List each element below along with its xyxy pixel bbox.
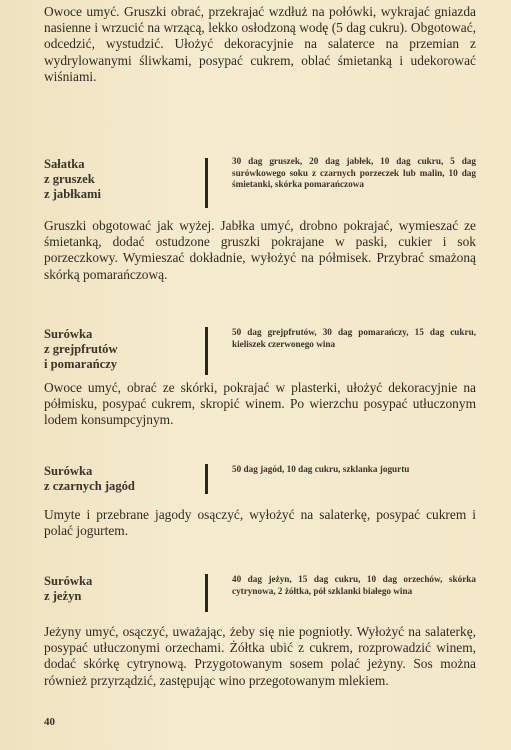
recipe-title-line: Surówka <box>44 464 93 478</box>
intro-paragraph: Owoce umyć. Gruszki obrać, przekrajać wzdłuż na połówki, wykrajać gniazda nasienne i wrzucić na wrzącą, lekko osłodzoną wodę (5 dag cukru). Obgotować, odcedzić, wystudzić. Ułożyć dekoracyjnie na salaterce na przemian z wydrylowanymi śliwkami, posypać cukrem, oblać śmietanką i udekorować wiśniami. <box>44 4 476 84</box>
ingredients-list: 50 dag grejpfrutów, 30 dag pomarańczy, 15 dag cukru, kieliszek czerwonego wina <box>232 327 476 349</box>
divider-bar <box>205 158 208 208</box>
recipe-title-line: z jeżyn <box>44 589 82 603</box>
divider-bar <box>205 464 208 494</box>
recipe-title-line: z gruszek <box>44 172 95 186</box>
recipe-title-line: Sałatka <box>44 157 85 171</box>
method-paragraph: Gruszki obgotować jak wyżej. Jabłka umyć, drobno pokrajać, wymieszać ze śmietanką, dodać ostudzone gruszki pokrajane w paski, cukier i sok porzeczkowy. Wymieszać dokładnie, wyłożyć na półmisek. Przybrać smażoną skórką pomarańczową. <box>44 218 476 282</box>
recipe-title-line: i pomarańczy <box>44 357 118 371</box>
recipe-title-pear-apple-salad <box>44 157 194 202</box>
method-paragraph: Umyte i przebrane jagody osączyć, wyłożyć na salaterkę, posypać cukrem i polać jogurtem. <box>44 507 476 539</box>
recipe-title-grapefruit-orange <box>44 327 194 372</box>
method-paragraph: Owoce umyć, obrać ze skórki, pokrajać w plasterki, ułożyć dekoracyjnie na półmisku, posypać cukrem, skropić winem. Po wierzchu posypać utłuczonym lodem konsumpcyjnym. <box>44 380 476 428</box>
divider-bar <box>205 327 208 375</box>
page-number: 40 <box>44 716 55 728</box>
recipe-title-line: Surówka <box>44 574 93 588</box>
method-paragraph: Jeżyny umyć, osączyć, uważając, żeby się nie pogniotły. Wyłożyć na salaterkę, posypać utłuczonymi orzechami. Żółtka ubić z cukrem, rozprowadzić winem, dodać skórkę cytrynową. Przygotowanym sosem polać jeżyny. Sos można również przyrządzić, zastępując wino przegotowanym mlekiem. <box>44 624 476 688</box>
recipe-title-line: Surówka <box>44 327 93 341</box>
divider-bar <box>205 574 208 612</box>
ingredients-list: 30 dag gruszek, 20 dag jabłek, 10 dag cukru, 5 dag surówkowego soku z czarnych porzeczek lub malin, 10 dag śmietanki, skórka pomarańczowa <box>232 156 476 189</box>
recipe-title-line: z czarnych jagód <box>44 479 135 493</box>
recipe-title-line: z grejpfrutów <box>44 342 118 356</box>
recipe-title-blackberries <box>44 574 194 604</box>
ingredients-list: 40 dag jeżyn, 15 dag cukru, 10 dag orzechów, skórka cytrynowa, 2 żółtka, pół szklanki białego wina <box>232 574 476 596</box>
recipe-title-blueberries <box>44 464 194 494</box>
recipe-title-line: z jabłkami <box>44 187 102 201</box>
ingredients-list: 50 dag jagód, 10 dag cukru, szklanka jogurtu <box>232 464 410 474</box>
